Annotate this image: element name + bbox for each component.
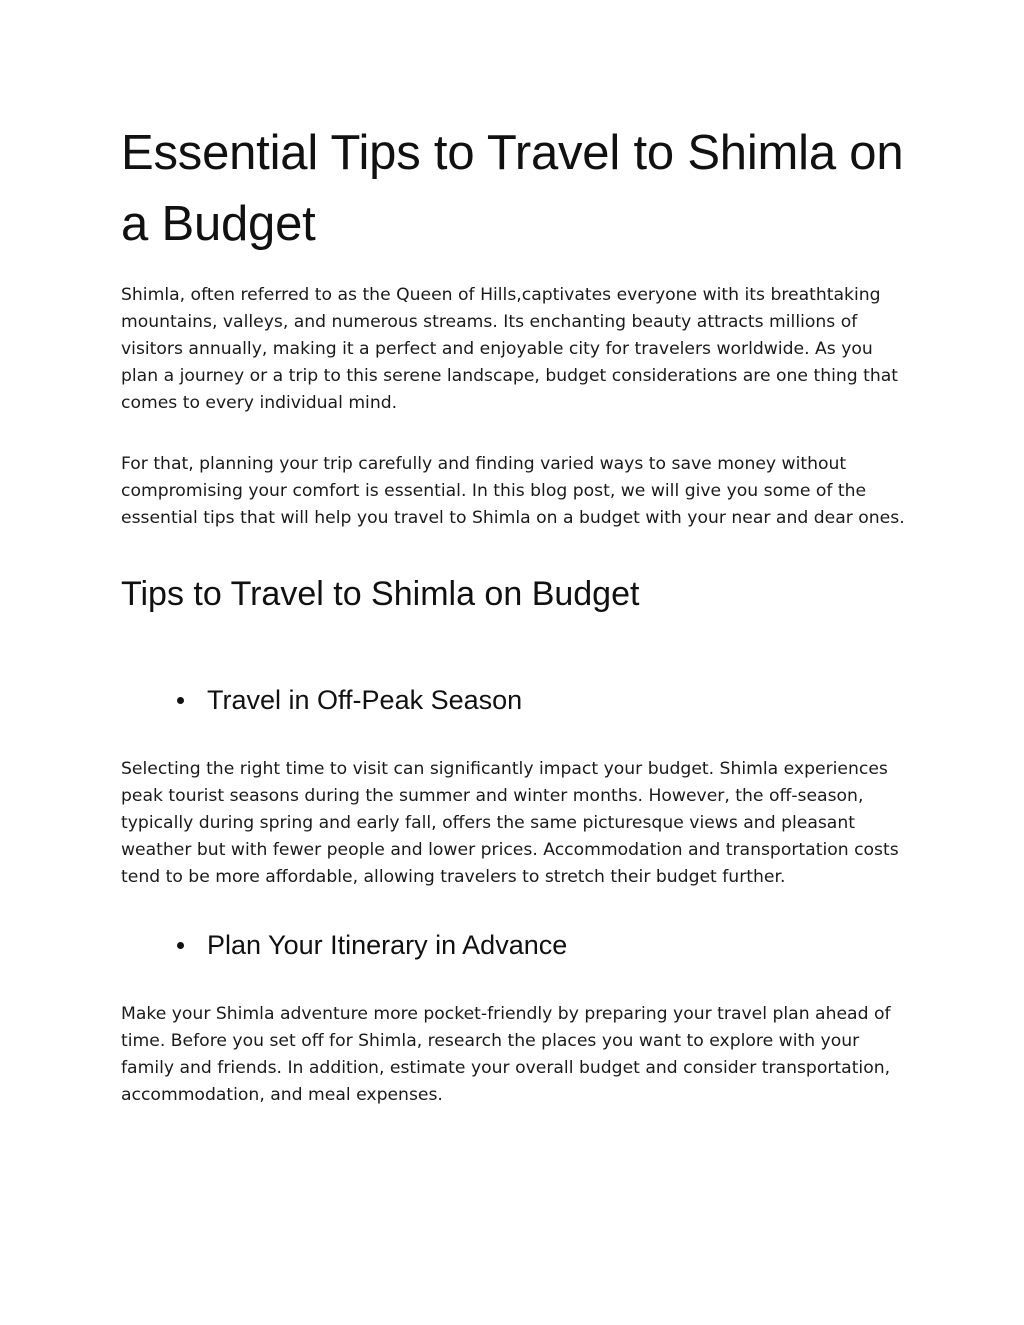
page-title: Essential Tips to Travel to Shimla on a Budget [121,126,904,251]
tip-heading-text: Plan Your Itinerary in Advance [207,930,568,960]
tip-body-itinerary: Make your Shimla adventure more pocket-friendly by preparing your travel plan ahead of time. Before you set off for Shimla, research the places you want to explore with your family and friends. In addition, estimate your overall budget and consider transportation, accommodation, and meal expenses. [121,1004,891,1105]
bullet-icon [177,942,184,949]
tip-heading-itinerary [177,927,911,963]
bullet-icon [177,697,184,704]
document-body [121,118,911,1109]
section-heading: Tips to Travel to Shimla on Budget [121,575,640,613]
tip-body-off-peak: Selecting the right time to visit can significantly impact your budget. Shimla experiences peak tourist seasons during the summer and winter months. However, the off-season, typically during spring and early fall, offers the same picturesque views and pleasant weather but with fewer people and lower prices. Accommodation and transportation costs tend to be more affordable, allowing travelers to stretch their budget further. [121,759,899,887]
intro-paragraph: Shimla, often referred to as the Queen of Hills,captivates everyone with its breathtaking mountains, valleys, and numerous streams. Its enchanting beauty attracts millions of visitors annually, making it a perfect and enjoyable city for travelers worldwide. As you plan a journey or a trip to this serene landscape, budget considerations are one thing that comes to every individual mind. [121,285,899,413]
tip-heading-text: Travel in Off-Peak Season [207,685,523,715]
second-paragraph: For that, planning your trip carefully and finding varied ways to save money without compromising your comfort is essential. In this blog post, we will give you some of the essential tips that will help you travel to Shimla on a budget with your near and dear ones. [121,454,905,528]
tip-heading-off-peak [177,682,911,718]
